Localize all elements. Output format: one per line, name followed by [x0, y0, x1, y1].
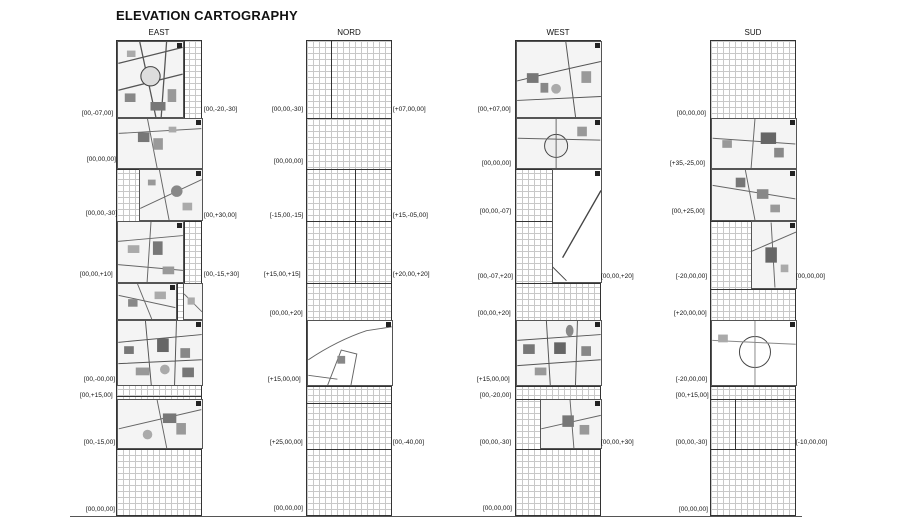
elevation-label: [-10,00,00]: [796, 439, 828, 446]
elevation-label: [00,00,00]: [679, 506, 708, 513]
elevation-label: [00,00,-30]: [86, 210, 118, 217]
elevation-label: [00,00,00]: [677, 110, 706, 117]
map-tile: [117, 221, 184, 283]
elevation-label: [00,+07,00]: [478, 106, 511, 113]
elevation-label: [00,00,00]: [483, 505, 512, 512]
elevation-label: [00,00,+30]: [601, 439, 634, 446]
map-tile: [117, 283, 177, 320]
elevation-label: [00,-15,00]: [84, 439, 116, 446]
map-tile: [516, 41, 602, 118]
map-tile: [117, 320, 203, 386]
elevation-label: [00,00,-30]: [272, 106, 304, 113]
map-tile: [139, 169, 203, 221]
elevation-label: [+15,-05,00]: [393, 212, 428, 219]
elevation-label: [00,-15,+30]: [204, 271, 239, 278]
elevation-label: [00,00,00]: [86, 506, 115, 513]
map-tile: [751, 221, 797, 289]
elevation-label: [00,00,00]: [796, 273, 825, 280]
elevation-label: [00,+15,00]: [676, 392, 709, 399]
elevation-label: [-20,00,00]: [676, 376, 708, 383]
page-title: ELEVATION CARTOGRAPHY: [116, 8, 298, 23]
elevation-strip-east: [116, 40, 202, 516]
elevation-label: [00,-07,+20]: [478, 273, 513, 280]
elevation-label: [+35,-25,00]: [670, 160, 705, 167]
map-tile: [540, 399, 602, 449]
elevation-label: [00,00,+20]: [478, 310, 511, 317]
map-tile: [183, 283, 203, 320]
elevation-label: [00,00,-30]: [480, 439, 512, 446]
elevation-label: [00,00,+10]: [80, 271, 113, 278]
elevation-label: [00,00,00]: [482, 160, 511, 167]
map-tile: [117, 118, 203, 169]
map-tile: [711, 169, 797, 221]
map-tile: [711, 320, 797, 386]
elevation-strip-sud: [710, 40, 796, 516]
map-tile: [516, 320, 602, 386]
elevation-strip-west: [515, 40, 601, 516]
elevation-label: [00,00,00]: [274, 158, 303, 165]
elevation-label: [+20,00,00]: [674, 310, 707, 317]
elevation-label: [00,-00,00]: [84, 376, 116, 383]
elevation-label: [00,+15,00]: [80, 392, 113, 399]
column-header-sud: SUD: [744, 28, 762, 37]
elevation-label: [00,00,+20]: [601, 273, 634, 280]
elevation-label: [+25,00,00]: [270, 439, 303, 446]
map-tile: [117, 41, 184, 118]
elevation-label: [00,+30,00]: [204, 212, 237, 219]
elevation-label: [00,+25,00]: [672, 208, 705, 215]
elevation-label: [00,00,+20]: [270, 310, 303, 317]
elevation-label: [00,00,00]: [274, 505, 303, 512]
elevation-label: [00,-07,00]: [82, 110, 114, 117]
column-header-nord: NORD: [337, 28, 361, 37]
elevation-label: [-15,00,-15]: [270, 212, 304, 219]
elevation-label: [-20,00,00]: [676, 273, 708, 280]
map-tile: [516, 118, 602, 169]
elevation-label: [00,00,00]: [87, 156, 116, 163]
elevation-strip-nord: [306, 40, 392, 516]
elevation-label: [00,00,-30]: [676, 439, 708, 446]
elevation-label: [00,-20,00]: [480, 392, 512, 399]
elevation-label: [+15,00,00]: [268, 376, 301, 383]
elevation-label: [+15,00,00]: [477, 376, 510, 383]
elevation-label: [00,-20,-30]: [204, 106, 238, 113]
map-tile: [552, 169, 602, 283]
map-tile: [117, 399, 203, 449]
ground-line: [70, 516, 802, 517]
elevation-label: [+07,00,00]: [393, 106, 426, 113]
elevation-label: [00,-40,00]: [393, 439, 425, 446]
elevation-label: [+20,00,+20]: [393, 271, 430, 278]
elevation-label: [00,00,-07]: [480, 208, 512, 215]
map-tile: [711, 118, 797, 169]
map-tile: [307, 320, 393, 386]
column-header-west: WEST: [546, 28, 570, 37]
elevation-label: [+15,00,+15]: [264, 271, 301, 278]
column-header-east: EAST: [148, 28, 170, 37]
